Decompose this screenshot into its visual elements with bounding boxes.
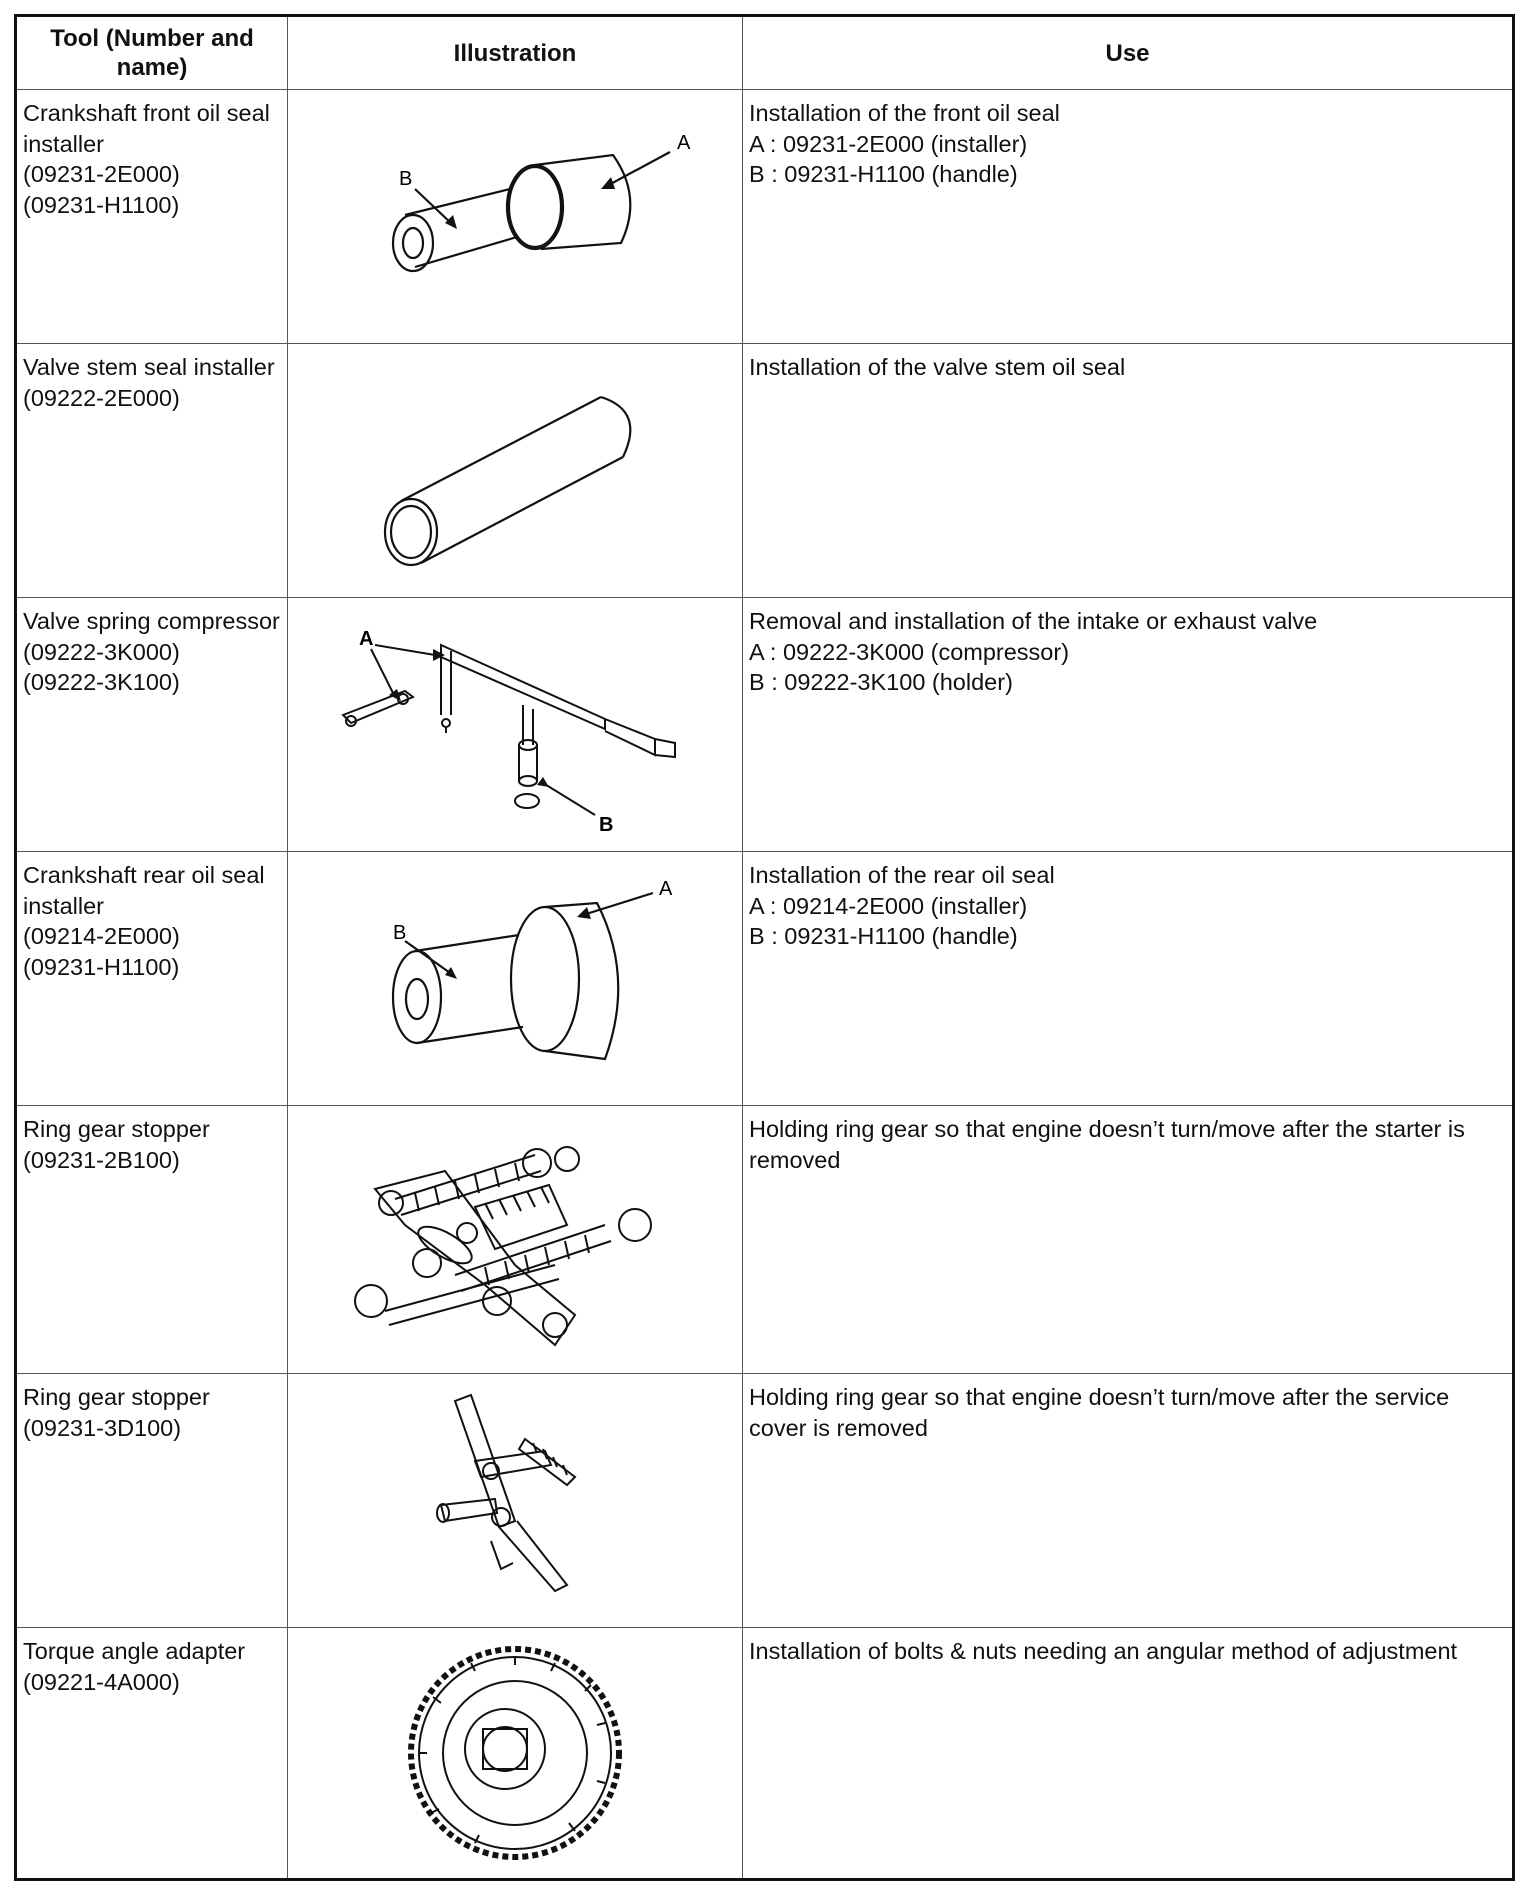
tool-cell: Ring gear stopper (09231-2B100) <box>16 1106 288 1374</box>
illustration-cell <box>288 1628 743 1880</box>
header-tool: Tool (Number and name) <box>16 16 288 90</box>
use-cell: Installation of the rear oil seal A : 09214-2E000 (installer) B : 09231-H1100 (handle) <box>743 852 1514 1106</box>
rear-oil-seal-installer-drawing <box>305 859 725 1099</box>
tool-cell: Torque angle adapter (09221-4A000) <box>16 1628 288 1880</box>
tool-cell: Ring gear stopper (09231-3D100) <box>16 1374 288 1628</box>
illustration-cell <box>288 1106 743 1374</box>
table-row <box>16 344 1514 598</box>
valve-spring-compressor-drawing <box>305 605 725 845</box>
table-row <box>16 90 1514 344</box>
illustration-cell <box>288 1374 743 1628</box>
callout-a: A <box>677 131 691 154</box>
special-tools-table <box>14 14 1515 1881</box>
ring-gear-stopper-2b100-drawing <box>305 1115 725 1365</box>
table-row <box>16 852 1514 1106</box>
callout-b: B <box>393 921 407 944</box>
header-row <box>16 16 1514 90</box>
torque-angle-adapter-drawing <box>305 1633 725 1873</box>
callout-a: A <box>359 627 374 650</box>
callout-a: A <box>659 877 673 900</box>
ring-gear-stopper-3d100-drawing <box>305 1381 725 1621</box>
illustration-cell <box>288 598 743 852</box>
header-use: Use <box>743 16 1514 90</box>
tool-cell: Crankshaft rear oil seal installer (09214-2E000) (09231-H1100) <box>16 852 288 1106</box>
table-row <box>16 598 1514 852</box>
callout-b: B <box>399 167 413 190</box>
table-row <box>16 1374 1514 1628</box>
use-cell: Installation of bolts & nuts needing an angular method of adjustment <box>743 1628 1514 1880</box>
callout-b: B <box>599 813 614 836</box>
header-illustration: Illustration <box>288 16 743 90</box>
tool-cell: Valve stem seal installer (09222-2E000) <box>16 344 288 598</box>
illustration-cell <box>288 852 743 1106</box>
use-cell: Removal and installation of the intake or exhaust valve A : 09222-3K000 (compressor) B : 09222-3K100 (holder) <box>743 598 1514 852</box>
table-row <box>16 1628 1514 1880</box>
table-row <box>16 1106 1514 1374</box>
tool-cell: Crankshaft front oil seal installer (09231-2E000) (09231-H1100) <box>16 90 288 344</box>
tool-cell: Valve spring compressor (09222-3K000) (09222-3K100) <box>16 598 288 852</box>
illustration-cell <box>288 90 743 344</box>
use-cell: Installation of the valve stem oil seal <box>743 344 1514 598</box>
illustration-cell <box>288 344 743 598</box>
valve-stem-seal-installer-drawing <box>305 351 725 591</box>
front-oil-seal-installer-drawing <box>305 97 725 337</box>
use-cell: Installation of the front oil seal A : 09231-2E000 (installer) B : 09231-H1100 (handle) <box>743 90 1514 344</box>
use-cell: Holding ring gear so that engine doesn’t turn/move after the starter is removed <box>743 1106 1514 1374</box>
use-cell: Holding ring gear so that engine doesn’t turn/move after the service cover is removed <box>743 1374 1514 1628</box>
